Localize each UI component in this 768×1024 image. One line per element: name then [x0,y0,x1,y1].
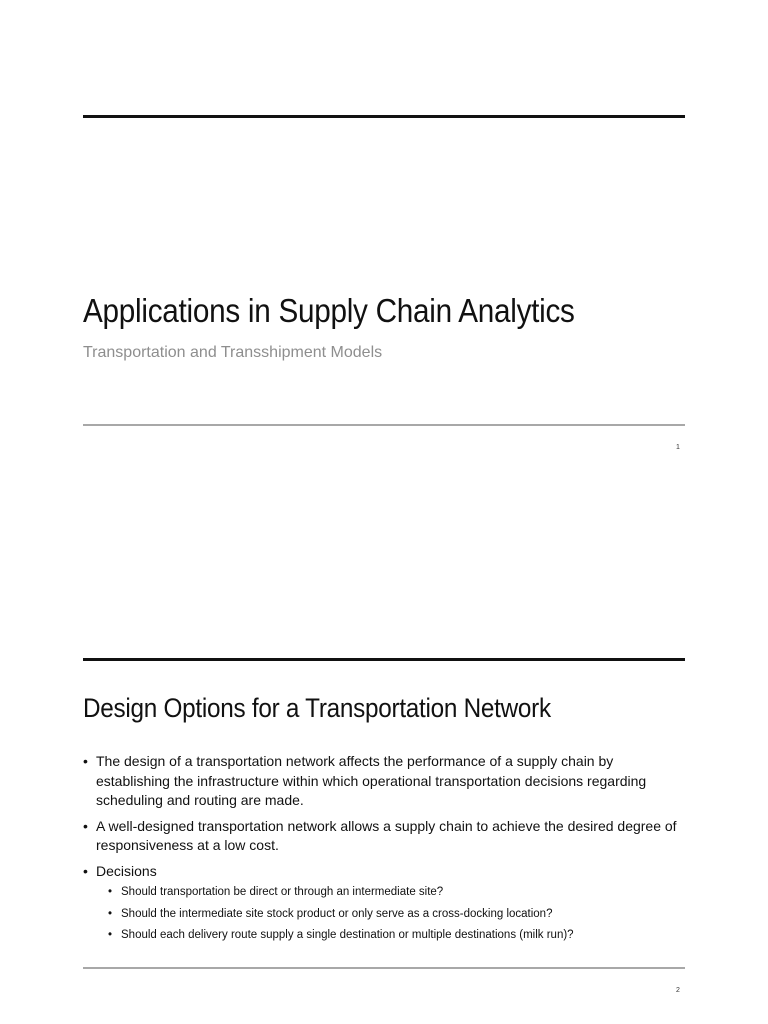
slide1-top-rule [83,115,685,118]
bullet-item-label: Decisions [96,862,157,879]
bullet-item: • The design of a transportation network affects the performance of a supply chain by establishing the infrastructure within which operational transportation decisions regarding scheduling and routing are made. [83,752,685,811]
slide2-page-number: 2 [676,987,680,994]
sub-bullet-item: • Should each delivery route supply a single destination or multiple destinations (milk run)? [96,927,685,943]
slide1-subtitle: Transportation and Transshipment Models [83,344,383,361]
slide1-page-number: 1 [676,444,680,451]
slide2-bottom-rule [83,967,685,969]
bullet-item: • A well-designed transportation network allows a supply chain to achieve the desired degree of responsiveness at a low cost. [83,817,685,856]
slide2-top-rule [83,658,685,661]
slide1-title: Applications in Supply Chain Analytics [83,292,575,329]
sub-bullet-item: • Should the intermediate site stock product or only serve as a cross-docking location? [96,906,685,922]
slide2-bullet-list [83,752,685,949]
bullet-item-decisions [83,862,685,944]
sub-bullet-item: • Should transportation be direct or through an intermediate site? [96,884,685,900]
slide2-title: Design Options for a Transportation Network [83,693,551,723]
slide1-bottom-rule [83,424,685,426]
decisions-sub-list [96,884,685,943]
